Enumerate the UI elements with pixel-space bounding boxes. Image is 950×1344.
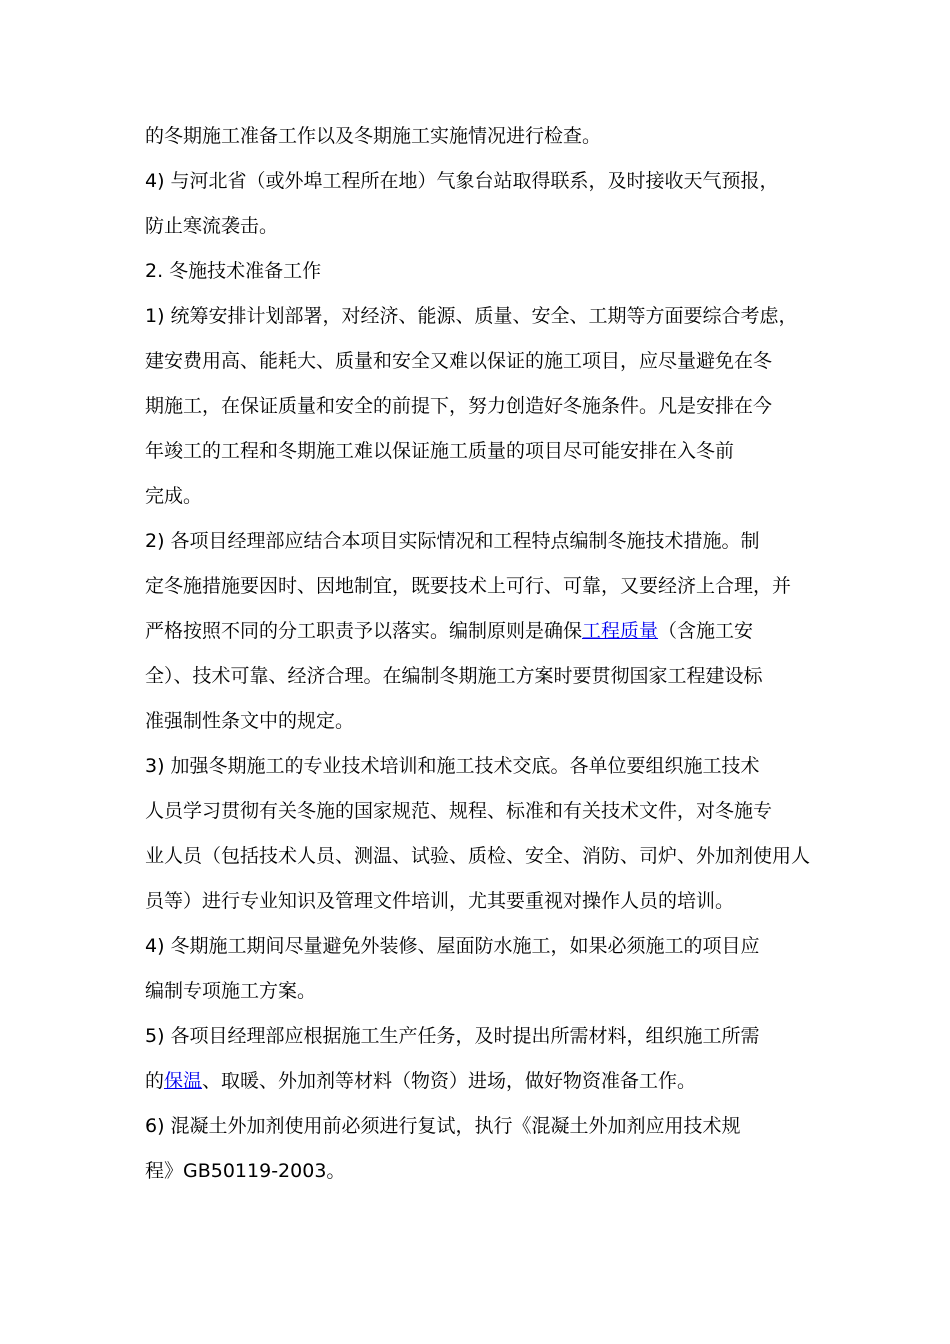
text-line: 程》GB50119-2003。 bbox=[145, 1160, 346, 1182]
section-heading: 2. 冬施技术准备工作 bbox=[145, 260, 322, 282]
text-line: 完成。 bbox=[145, 485, 203, 507]
text-segment: 、取暖、外加剂等材料（物资）进场，做好物资准备工作。 bbox=[202, 1070, 697, 1092]
text-line: 业人员（包括技术人员、测温、试验、质检、安全、消防、司炉、外加剂使用人 bbox=[145, 845, 811, 867]
text-line: 的冬期施工准备工作以及冬期施工实施情况进行检查。 bbox=[145, 125, 602, 147]
text-line: 2) 各项目经理部应结合本项目实际情况和工程特点编制冬施技术措施。制 bbox=[145, 530, 760, 552]
text-segment: 严格按照不同的分工职责予以落实。编制原则是确保 bbox=[145, 620, 583, 642]
text-line: 定冬施措施要因时、因地制宜，既要技术上可行、可靠，又要经济上合理，并 bbox=[145, 575, 792, 597]
text-line: 期施工，在保证质量和安全的前提下，努力创造好冬施条件。凡是安排在今 bbox=[145, 395, 773, 417]
text-line: 4) 与河北省（或外埠工程所在地）气象台站取得联系，及时接收天气预报， bbox=[145, 170, 779, 192]
text-line: 全）、技术可靠、经济合理。在编制冬期施工方案时要贯彻国家工程建设标 bbox=[145, 665, 763, 687]
link-engineering-quality[interactable]: 工程质量 bbox=[582, 620, 659, 642]
text-segment: （含施工安 bbox=[658, 620, 754, 642]
text-line: 年竣工的工程和冬期施工难以保证施工质量的项目尽可能安排在入冬前 bbox=[145, 440, 735, 462]
text-line: 准强制性条文中的规定。 bbox=[145, 710, 355, 732]
text-line: 人员学习贯彻有关冬施的国家规范、规程、标准和有关技术文件，对冬施专 bbox=[145, 800, 773, 822]
text-line: 员等）进行专业知识及管理文件培训，尤其要重视对操作人员的培训。 bbox=[145, 890, 735, 912]
text-line: 3) 加强冬期施工的专业技术培训和施工技术交底。各单位要组织施工技术 bbox=[145, 755, 760, 777]
text-line: 编制专项施工方案。 bbox=[145, 980, 317, 1002]
text-line-with-link bbox=[145, 1069, 696, 1093]
text-line: 4) 冬期施工期间尽量避免外装修、屋面防水施工，如果必须施工的项目应 bbox=[145, 935, 760, 957]
text-line: 6) 混凝土外加剂使用前必须进行复试，执行《混凝土外加剂应用技术规 bbox=[145, 1115, 741, 1137]
text-line-with-link bbox=[145, 619, 753, 643]
text-line: 5) 各项目经理部应根据施工生产任务，及时提出所需材料，组织施工所需 bbox=[145, 1025, 760, 1047]
text-line: 1) 统筹安排计划部署，对经济、能源、质量、安全、工期等方面要综合考虑， bbox=[145, 305, 798, 327]
text-segment: 的 bbox=[145, 1070, 165, 1092]
text-line: 防止寒流袭击。 bbox=[145, 215, 279, 237]
text-line: 建安费用高、能耗大、质量和安全又难以保证的施工项目，应尽量避免在冬 bbox=[145, 350, 773, 372]
link-insulation[interactable]: 保温 bbox=[164, 1070, 203, 1092]
